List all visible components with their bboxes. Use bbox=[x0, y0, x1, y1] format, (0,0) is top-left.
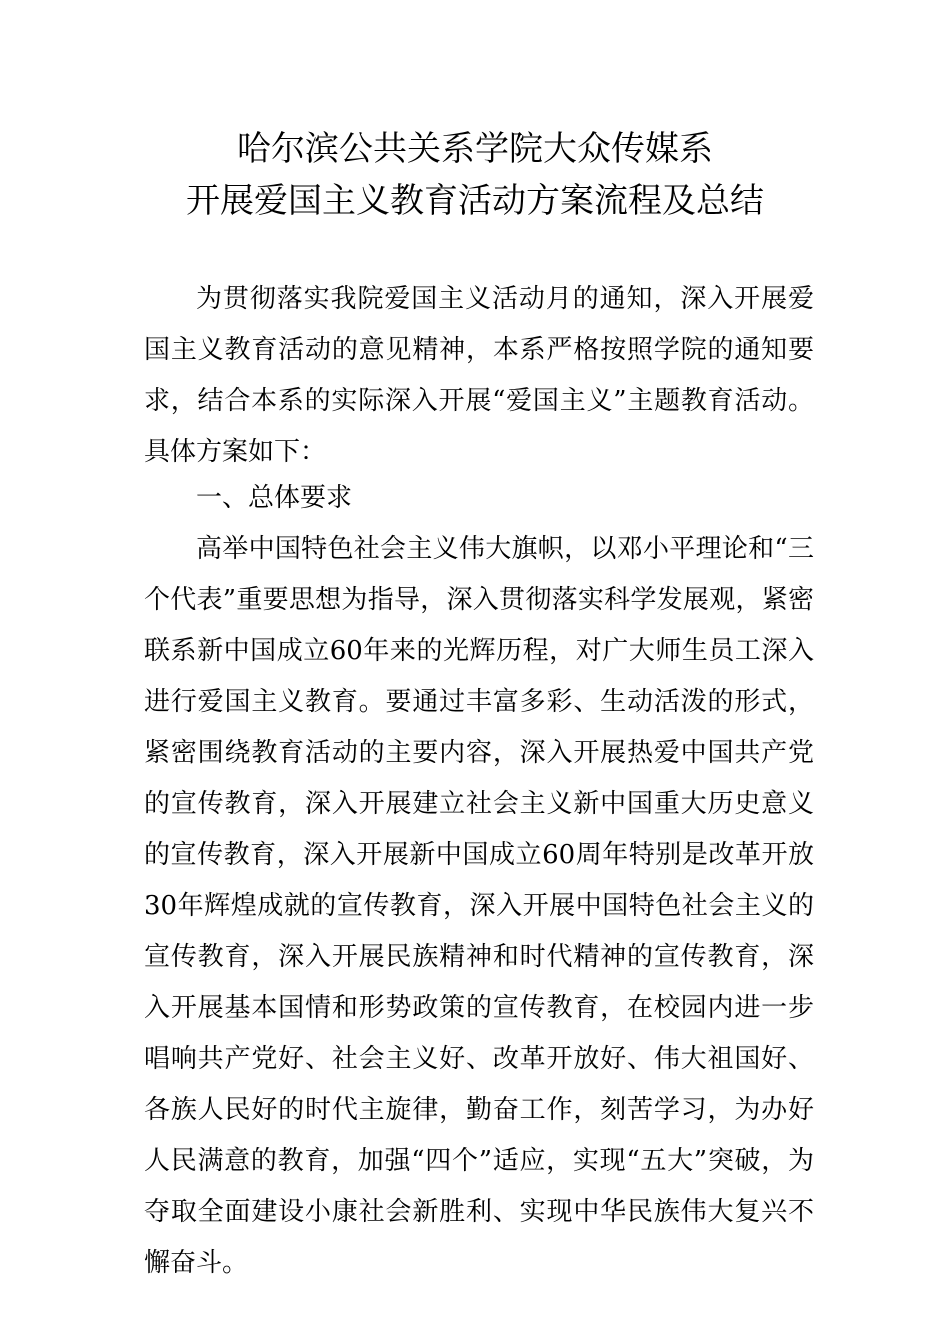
document-title-line-2: 开展爱国主义教育活动方案流程及总结 bbox=[186, 181, 764, 221]
general-requirements-paragraph: 高举中国特色社会主义伟大旗帜，以邓小平理论和“三个代表”重要思想为指导，深入贯彻落实科学发展观，紧密联系新中国成立60年来的光辉历程，对广大师生员工深入进行爱国主义教育。要通过丰富多彩、生动活泼的形式，紧密围绕教育活动的主要内容，深入开展热爱中国共产党的宣传教育，深入开展建立社会主义新中国重大历史意义的宣传教育，深入开展新中国成立60周年特别是改革开放30年辉煌成就的宣传教育，深入开展中国特色社会主义的宣传教育，深入开展民族精神和时代精神的宣传教育，深入开展基本国情和形势政策的宣传教育，在校园内进一步唱响共产党好、社会主义好、改革开放好、伟大祖国好、各族人民好的时代主旋律，勤奋工作，刻苦学习，为办好人民满意的教育，加强“四个”适应，实现“五大”突破，为夺取全面建设小康社会新胜利、实现中华民族伟大复兴不懈奋斗。 bbox=[144, 534, 814, 1278]
intro-paragraph: 为贯彻落实我院爱国主义活动月的通知，深入开展爱国主义教育活动的意见精神，本系严格按照学院的通知要求，结合本系的实际深入开展“爱国主义”主题教育活动。具体方案如下： bbox=[144, 284, 814, 467]
section-heading-general-requirements: 一、总体要求 bbox=[196, 483, 353, 513]
document-title-line-1: 哈尔滨公共关系学院大众传媒系 bbox=[237, 129, 713, 169]
